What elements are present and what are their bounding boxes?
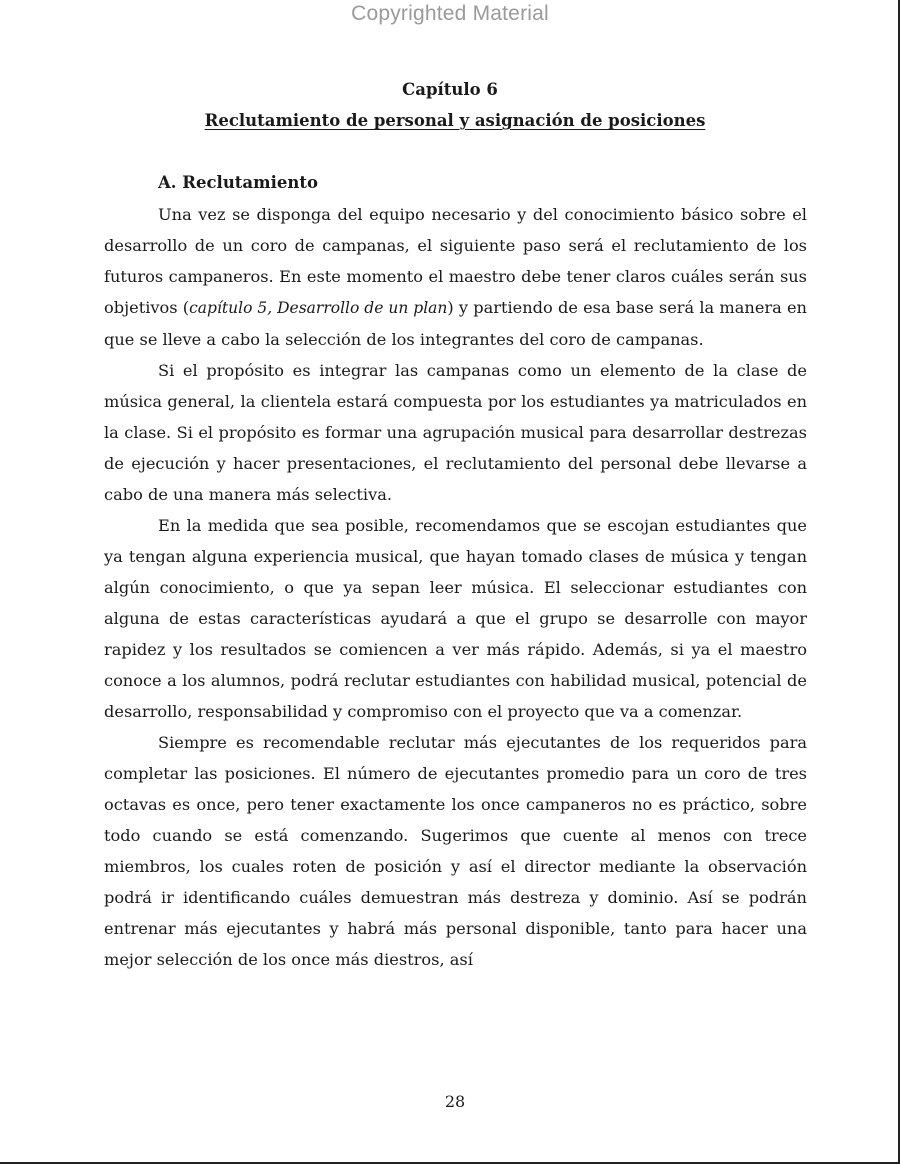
copyright-watermark: Copyrighted Material (351, 2, 549, 25)
section-heading: A. Reclutamiento (158, 173, 318, 192)
paragraph-1-text-a: Una vez se disponga del equipo necesario y del conocimiento básico sobre el desarrollo de un coro de campanas, el siguiente paso será el reclutamiento de los futuros campaneros. En este momento el maestro debe tener claros cuáles serán sus objetivos ( (104, 205, 807, 317)
paragraph-1-citation: capítulo 5, Desarrollo de un plan (189, 299, 448, 317)
page-number: 28 (444, 1092, 466, 1111)
paragraph-4: Siempre es recomendable reclutar más ejecutantes de los requeridos para completar las posiciones. El número de ejecutantes promedio para un coro de tres octavas es once, pero tener exactamente los once campaneros no es práctico, sobre todo cuando se está comenzando. Sugerimos que cuente al menos con trece miembros, los cuales roten de posición y así el director mediante la observación podrá ir identificando cuáles demuestran más destreza y dominio. Así se podrán entrenar más ejecutantes y habrá más personal disponible, tanto para hacer una mejor selección de los once más diestros, así (104, 733, 807, 969)
paragraph-1 (104, 199, 807, 355)
paragraph-1-text-b: ) y partiendo de esa base será la manera en que se lleve a cabo la selección de los integrantes del coro de campanas. (104, 298, 807, 349)
paragraph-2: Si el propósito es integrar las campanas como un elemento de la clase de música general, la clientela estará compuesta por los estudiantes ya matriculados en la clase. Si el propósito es formar una agrupación musical para desarrollar destrezas de ejecución y hacer presentaciones, el reclutamiento del personal debe llevarse a cabo de una manera más selectiva. (104, 361, 807, 504)
chapter-title: Capítulo 6 (402, 80, 498, 99)
body-text (104, 199, 807, 975)
paragraph-3: En la medida que sea posible, recomendamos que se escojan estudiantes que ya tengan alguna experiencia musical, que hayan tomado clases de música y tengan algún conocimiento, o que ya sepan leer música. El seleccionar estudiantes con alguna de estas características ayudará a que el grupo se desarrolle con mayor rapidez y los resultados se comiencen a ver más rápido. Además, si ya el maestro conoce a los alumnos, podrá reclutar estudiantes con habilidad musical, potencial de desarrollo, responsabilidad y compromiso con el proyecto que va a comenzar. (104, 516, 807, 721)
chapter-subtitle: Reclutamiento de personal y asignación de posiciones (204, 111, 706, 130)
